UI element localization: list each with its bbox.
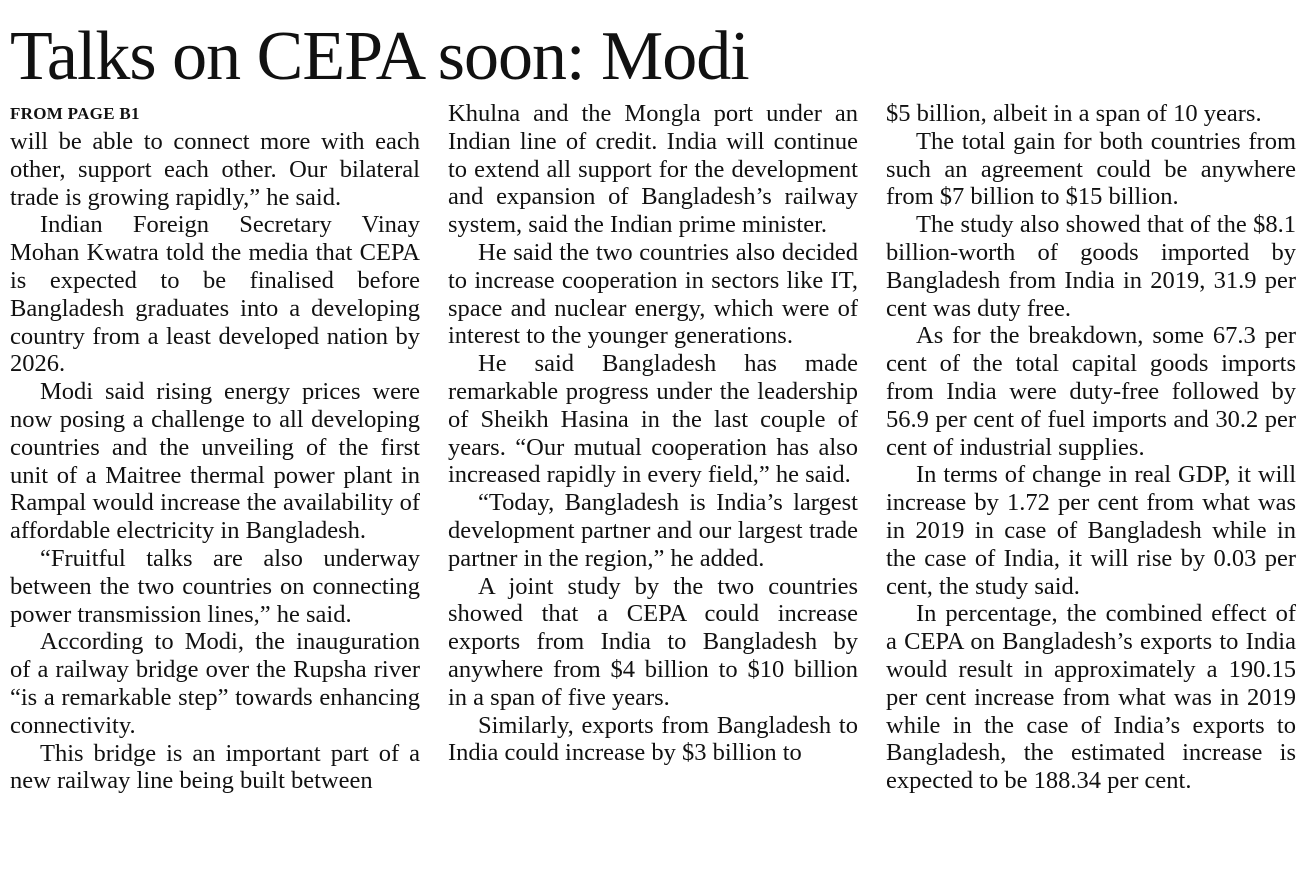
article-column-3 — [886, 100, 1296, 880]
headline: Talks on CEPA soon: Modi — [10, 18, 749, 95]
paragraph: A joint study by the two countries showed that a CEPA could increase exports from India to Bangladesh by anywhere from $4 billion to $10 billion in a span of five years. — [448, 572, 858, 711]
paragraph: Indian Foreign Secretary Vinay Mohan Kwatra told the media that CEPA is expected to be finalised before Bangladesh graduates into a developing country from a least developed nation by 2026. — [10, 211, 420, 378]
paragraph: As for the breakdown, some 67.3 per cent of the total capital goods imports from India were duty-free followed by 56.9 per cent of fuel imports and 30.2 per cent of industrial supplies. — [886, 322, 1296, 461]
paragraph: He said Bangladesh has made remarkable progress under the leadership of Sheikh Hasina in the last couple of years. “Our mutual cooperation has also increased rapidly in every field,” he said. — [448, 350, 858, 489]
paragraph: According to Modi, the inauguration of a railway bridge over the Rupsha river “is a remarkable step” towards enhancing connectivity. — [10, 628, 420, 739]
paragraph: The total gain for both countries from such an agreement could be anywhere from $7 billion to $15 billion. — [886, 127, 1296, 211]
paragraph: This bridge is an important part of a new railway line being built between — [10, 739, 420, 795]
paragraph: Similarly, exports from Bangladesh to India could increase by $3 billion to — [448, 711, 858, 767]
paragraph: Khulna and the Mongla port under an Indian line of credit. India will continue to extend all support for the development and expansion of Bangladesh’s railway system, said the Indian prime minister. — [448, 100, 858, 239]
paragraph: In terms of change in real GDP, it will increase by 1.72 per cent from what was in 2019 in case of Bangladesh while in the case of India, it will rise by 0.03 per cent, the study said. — [886, 461, 1296, 600]
paragraph: will be able to connect more with each other, support each other. Our bilateral trade is growing rapidly,” he said. — [10, 128, 420, 211]
continuation-kicker: FROM PAGE B1 — [10, 104, 140, 123]
paragraph: Modi said rising energy prices were now posing a challenge to all developing countries and the unveiling of the first unit of a Maitree thermal power plant in Rampal would increase the availability of affordable electricity in Bangladesh. — [10, 378, 420, 545]
paragraph: $5 billion, albeit in a span of 10 years. — [886, 100, 1262, 127]
paragraph: He said the two countries also decided to increase cooperation in sectors like IT, space and nuclear energy, which were of interest to the younger generations. — [448, 238, 858, 350]
paragraph: “Fruitful talks are also underway between the two countries on connecting power transmission lines,” he said. — [10, 544, 420, 628]
paragraph: “Today, Bangladesh is India’s largest development partner and our largest trade partner in the region,” he added. — [448, 489, 858, 572]
article-column-1 — [10, 100, 420, 880]
article-column-2 — [448, 100, 858, 880]
paragraph: The study also showed that of the $8.1 billion-worth of goods imported by Bangladesh from India in 2019, 31.9 per cent was duty free. — [886, 211, 1296, 322]
paragraph: In percentage, the combined effect of a CEPA on Bangladesh’s exports to India would result in approximately a 190.15 per cent increase from what was in 2019 while in the case of India’s exports to Bangladesh, the estimated increase is expected to be 188.34 per cent. — [886, 600, 1296, 795]
